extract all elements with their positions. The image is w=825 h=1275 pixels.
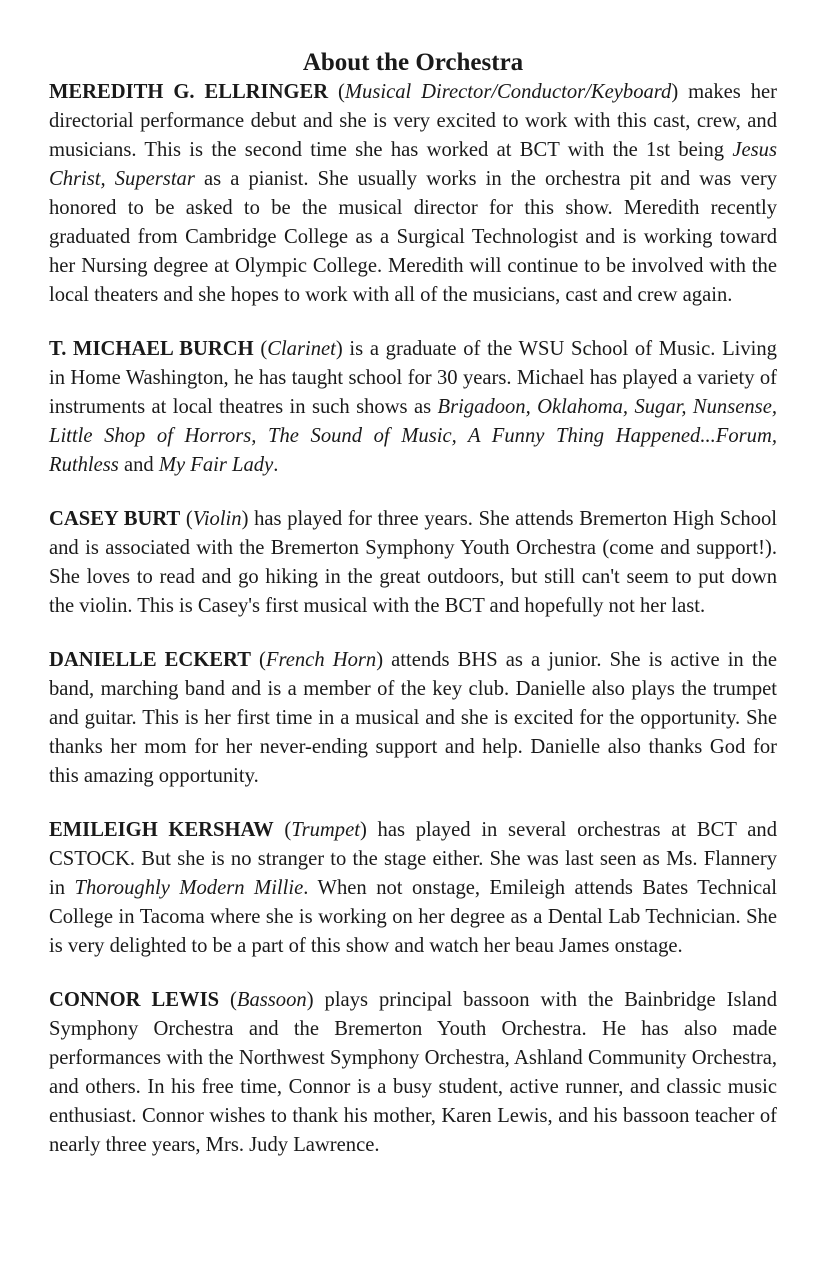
bio-eckert: DANIELLE ECKERT (French Horn) attends BHS as a junior. She is active in the band, marching band and is a member of the key club. Danielle also plays the trumpet and guitar. This is her first time in a musical and she is excited for the opportunity. She thanks her mom for her never-ending support and help. Danielle also thanks God for this amazing opportunity.: [49, 649, 777, 787]
musician-role: Violin: [192, 508, 242, 530]
bio-lewis: CONNOR LEWIS (Bassoon) plays principal bassoon with the Bainbridge Island Symphony Orchestra and the Bremerton Youth Orchestra. He has also made performances with the Northwest Symphony Orchestra, Ashland Community Orchestra, and others. In his free time, Connor is a busy student, active runner, and classic music enthusiast. Connor wishes to thank his mother, Karen Lewis, and his bassoon teacher of nearly three years, Mrs. Judy Lawrence.: [49, 989, 777, 1156]
bio-text: and: [118, 454, 159, 476]
musician-name: DANIELLE ECKERT: [49, 649, 251, 671]
program-page: [49, 48, 777, 1185]
bio-text: as a pianist. She usually works in the orchestra pit and was very honored to be asked to be the musical director for this show. Meredith recently graduated from Cambridge College as a Surgical Technologist and is working toward her Nursing degree at Olympic College. Meredith will continue to be involved with the local theaters and she hopes to work with all of the musicians, cast and crew again.: [49, 168, 777, 306]
bio-text: .: [273, 454, 279, 476]
bio-text: makes her directorial performance debut and she is very excited to work with this cast, crew, and musicians. This is the second time she has worked at BCT with the 1st being: [49, 81, 778, 161]
show-title: Thoroughly Modern Millie: [74, 877, 304, 899]
bio-text: . When not onstage, Emileigh attends Bates Technical College in Tacoma where she is working on her degree as a Dental Lab Technician. She is very delighted to be a part of this show and watch her beau James onstage.: [49, 877, 777, 957]
musician-name: MEREDITH G. ELLRINGER: [49, 81, 329, 103]
show-title: Jesus Christ, Superstar: [49, 139, 777, 190]
bio-burt: CASEY BURT (Violin) has played for three years. She attends Bremerton High School and is associated with the Bremerton Symphony Youth Orchestra (come and support!). She loves to read and go hiking in the great outdoors, but still can't seem to put down the violin. This is Casey's first musical with the BCT and hopefully not her last.: [49, 508, 778, 617]
bio-text: plays principal bassoon with the Bainbridge Island Symphony Orchestra and the Bremerton Youth Orchestra. He has also made performances with the Northwest Symphony Orchestra, Ashland Community Orchestra, and others. In his free time, Connor is a busy student, active runner, and classic music enthusiast. Connor wishes to thank his mother, Karen Lewis, and his bassoon teacher of nearly three years, Mrs. Judy Lawrence.: [49, 989, 777, 1156]
bio-text: has played in several orchestras at BCT and CSTOCK. But she is no stranger to the stage either. She was last seen as Ms. Flannery in: [49, 819, 777, 899]
show-title: Brigadoon, Oklahoma, Sugar, Nunsense, Little Shop of Horrors, The Sound of Music, A Funny Thing Happened...Forum, Ruthless: [49, 396, 777, 476]
show-title: My Fair Lady: [158, 454, 274, 476]
bio-kershaw: EMILEIGH KERSHAW (Trumpet) has played in several orchestras at BCT and CSTOCK. But she is no stranger to the stage either. She was last seen as Ms. Flannery in Thoroughly Modern Millie. When not onstage, Emileigh attends Bates Technical College in Tacoma where she is working on her degree as a Dental Lab Technician. She is very delighted to be a part of this show and watch her beau James onstage.: [49, 819, 777, 957]
musician-name: EMILEIGH KERSHAW: [49, 819, 274, 841]
bio-ellringer: MEREDITH G. ELLRINGER (Musical Director/Conductor/Keyboard) makes her directorial performance debut and she is very excited to work with this cast, crew, and musicians. This is the second time she has worked at BCT with the 1st being Jesus Christ, Superstar as a pianist. She usually works in the orchestra pit and was very honored to be asked to be the musical director for this show. Meredith recently graduated from Cambridge College as a Surgical Technologist and is working toward her Nursing degree at Olympic College. Meredith will continue to be involved with the local theaters and she hopes to work with all of the musicians, cast and crew again.: [49, 81, 778, 306]
musician-role: Clarinet: [267, 338, 336, 360]
page-title: About the Orchestra: [302, 49, 524, 76]
bio-text: attends BHS as a junior. She is active in the band, marching band and is a member of the key club. Danielle also plays the trumpet and guitar. This is her first time in a musical and she is excited for the opportunity. She thanks her mom for her never-ending support and help. Danielle also thanks God for this amazing opportunity.: [49, 649, 777, 787]
musician-role: Bassoon: [236, 989, 307, 1011]
musician-role: Musical Director/Conductor/Keyboard: [344, 81, 672, 103]
bio-text: is a graduate of the WSU School of Music. Living in Home Washington, he has taught school for 30 years. Michael has played a variety of instruments at local theatres in such shows as: [49, 338, 777, 418]
bio-burch: T. MICHAEL BURCH (Clarinet) is a graduate of the WSU School of Music. Living in Home Washington, he has taught school for 30 years. Michael has played a variety of instruments at local theatres in such shows as Brigadoon, Oklahoma, Sugar, Nunsense, Little Shop of Horrors, The Sound of Music, A Funny Thing Happened...Forum, Ruthless and My Fair Lady.: [49, 338, 777, 476]
musician-name: CASEY BURT: [49, 508, 181, 530]
musician-name: CONNOR LEWIS: [49, 989, 220, 1011]
musician-role: Trumpet: [291, 819, 360, 841]
musician-name: T. MICHAEL BURCH: [49, 338, 254, 360]
musician-role: French Horn: [265, 649, 377, 671]
bio-text: has played for three years. She attends Bremerton High School and is associated with the Bremerton Symphony Youth Orchestra (come and support!). She loves to read and go hiking in the great outdoors, but still can't seem to put down the violin. This is Casey's first musical with the BCT and hopefully not her last.: [49, 508, 778, 617]
